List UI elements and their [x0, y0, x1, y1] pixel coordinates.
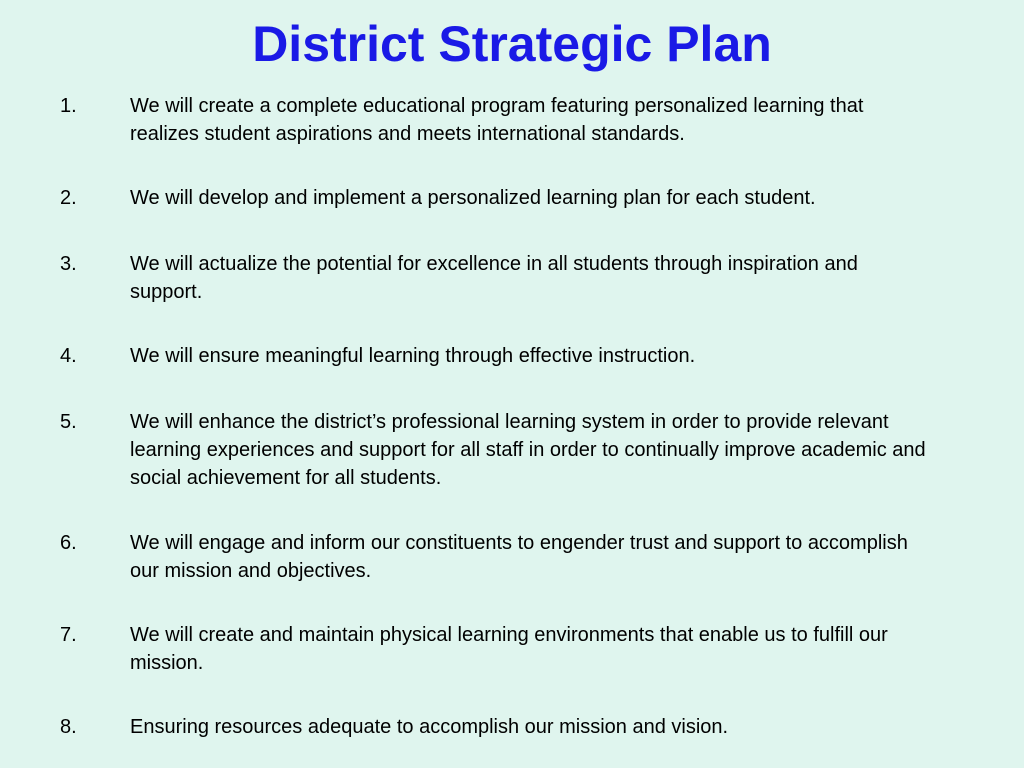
goal-number: 6.	[60, 532, 77, 554]
goal-number: 4.	[60, 345, 77, 367]
goal-text: Ensuring resources adequate to accomplish our mission and vision.	[130, 716, 729, 738]
slide-title: District Strategic Plan	[252, 16, 772, 72]
goal-text: We will actualize the potential for excellence in all students through inspiration and support.	[130, 253, 858, 303]
goal-text: We will enhance the district’s professional learning system in order to provide relevant learning experiences and support for all staff in order to continually improve academic and social achievement for all students.	[130, 411, 926, 489]
goal-text: We will develop and implement a personalized learning plan for each student.	[130, 187, 816, 209]
goal-text: We will ensure meaningful learning through effective instruction.	[130, 345, 696, 367]
goal-text: We will engage and inform our constituents to engender trust and support to accomplish our mission and objectives.	[130, 532, 908, 582]
goal-number: 5.	[60, 411, 77, 433]
goal-number: 8.	[60, 716, 77, 738]
goal-text: We will create and maintain physical learning environments that enable us to fulfill our mission.	[130, 624, 888, 674]
goal-number: 3.	[60, 253, 77, 275]
goal-text: We will create a complete educational program featuring personalized learning that realizes student aspirations and meets international standards.	[130, 95, 864, 145]
goal-number: 7.	[60, 624, 77, 646]
goal-number: 1.	[60, 95, 77, 117]
goal-number: 2.	[60, 187, 77, 209]
